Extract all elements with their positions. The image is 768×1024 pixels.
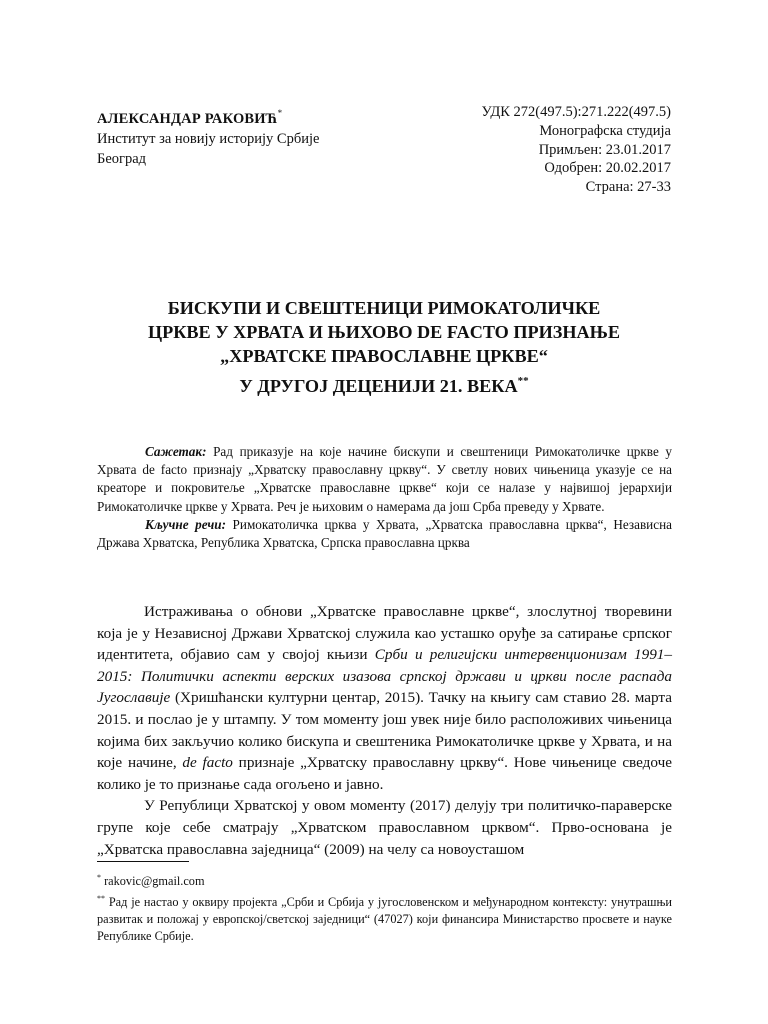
abstract-label: Сажетак: bbox=[145, 444, 207, 459]
footnote-separator bbox=[97, 861, 189, 862]
body-paragraph-1 bbox=[97, 601, 672, 795]
author-name: АЛЕКСАНДАР РАКОВИЋ bbox=[97, 111, 278, 127]
de-facto-term: de facto bbox=[182, 754, 233, 772]
title-line-3: „ХРВАТСКЕ ПРАВОСЛАВНЕ ЦРКВЕ“ bbox=[220, 346, 548, 367]
body-paragraph-2: У Републици Хрватској у овом моменту (2017) делују три политичко-параверске групе које себе сматрају „Хрватском православном црквом“. Прво-основана је „Хрватска православна заједница“ (2009) на челу са новоусташом bbox=[97, 797, 672, 858]
footnote-1-text: rakovic@gmail.com bbox=[101, 874, 205, 888]
title-line-4-wrap bbox=[97, 369, 671, 398]
abstract-section bbox=[97, 443, 672, 552]
footnote-2-text: Рад је настао у оквиру пројекта „Срби и Србија у југословенском и међународном контексту: унутрашњи развитак и положај у европској/светској заједници“ (47027) који финансира Министарство просвете и науке Републике Србије. bbox=[97, 895, 672, 943]
abstract-paragraph bbox=[97, 443, 672, 516]
article-title bbox=[97, 296, 671, 398]
received-date: Примљен: 23.01.2017 bbox=[538, 141, 671, 158]
body-p1-part-a: Истраживања о обнови „Хрватске православне цркве“, злослутној творевини која је у Независној Држави Хрватској служила као усташко оруђе за сатирање српског идентитета, објавио сам у својој књизи bbox=[97, 603, 672, 664]
title-line-4: У ДРУГОЈ ДЕЦЕНИЈИ 21. ВЕКА bbox=[239, 375, 518, 396]
keywords-text: Римокатоличка црква у Хрвата, „Хрватска православна црква“, Независна Држава Хрватска, Република Хрватска, Српска православна црква bbox=[97, 516, 672, 551]
author-block bbox=[97, 103, 319, 169]
title-line-1: БИСКУПИ И СВЕШТЕНИЦИ РИМОКАТОЛИЧКЕ bbox=[167, 298, 601, 318]
footnotes bbox=[97, 869, 672, 945]
keywords-paragraph bbox=[97, 516, 672, 552]
page-range: Страна: 27-33 bbox=[585, 179, 671, 196]
book-title: Срби и религијски интервенционизам 1991–2015: Политички аспекти верских изазова српској држави и цркви после распада Југославије bbox=[97, 646, 672, 707]
footnote-1-mark: * bbox=[97, 873, 101, 882]
article-meta bbox=[482, 103, 671, 197]
title-footnote-mark: ** bbox=[517, 374, 529, 387]
article-type: Монографска студија bbox=[539, 122, 671, 139]
title-line-2: ЦРКВЕ У ХРВАТА И ЊИХОВО DE FACTO ПРИЗНАЊЕ bbox=[147, 322, 621, 343]
author-city: Београд bbox=[97, 151, 147, 167]
udk-code: УДК 272(497.5):271.222(497.5) bbox=[481, 104, 671, 120]
author-line bbox=[97, 103, 319, 129]
author-institution: Институт за новију историју Србије bbox=[97, 131, 320, 147]
footnote-2-mark: ** bbox=[97, 894, 105, 903]
body-p1-part-c: признаје „Хрватску православну цркву“. Нове чињенице сведоче колико је то признање сада огољено и јавно. bbox=[97, 754, 672, 793]
author-footnote-mark: * bbox=[277, 108, 283, 118]
approved-date: Одобрен: 20.02.2017 bbox=[544, 160, 671, 177]
body-text bbox=[97, 601, 672, 860]
footnote-1 bbox=[97, 869, 672, 890]
footnote-2 bbox=[97, 890, 672, 945]
keywords-label: Кључне речи: bbox=[145, 516, 227, 532]
abstract-text: Рад приказује на које начине бискупи и свештеници Римокатоличке цркве у Хрвата de facto признају „Хрватску православну цркву“. У светлу нових чињеница указује се на креаторе и покровитеље „Хрватске православне цркве“ који се налазе у највишој јерархији Римокатоличке цркве у Хрвата. Реч је њиховим о намерама да још Срба преведу у Хрвате. bbox=[97, 444, 672, 514]
body-p1-part-b: (Хришћански културни центар, 2015). Тачку на књигу сам ставио 28. марта 2015. и послао је у штампу. У том моменту још увек није било расположивих чињеница којима бих закључио колико бискупа и свештеника Римокатоличке цркве у Хрвата, и на које начине, bbox=[97, 689, 672, 772]
